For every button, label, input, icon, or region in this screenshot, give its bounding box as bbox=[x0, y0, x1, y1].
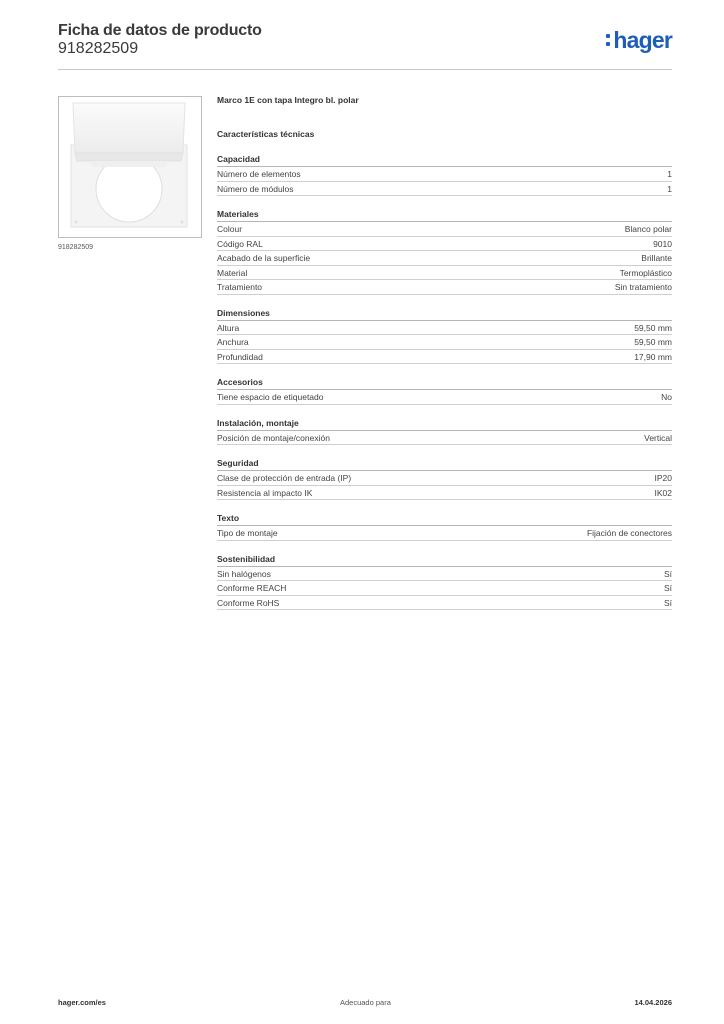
spec-row bbox=[217, 280, 672, 295]
spec-row bbox=[217, 596, 672, 611]
page-header bbox=[58, 22, 672, 70]
spec-value: Sí bbox=[663, 597, 672, 608]
footer-date: 14.04.2026 bbox=[634, 998, 672, 1007]
spec-label: Tiene espacio de etiquetado bbox=[217, 392, 324, 402]
spec-section bbox=[217, 208, 672, 295]
spec-value: Vertical bbox=[644, 432, 672, 443]
spec-section bbox=[217, 553, 672, 611]
spec-row bbox=[217, 237, 672, 252]
spec-label: Tipo de montaje bbox=[217, 528, 278, 538]
spec-sections bbox=[217, 153, 672, 610]
spec-value: Sí bbox=[663, 568, 672, 579]
spec-row bbox=[217, 182, 672, 197]
product-number: 918282509 bbox=[58, 40, 139, 57]
section-title: Seguridad bbox=[217, 457, 672, 471]
spec-value: IP20 bbox=[654, 473, 672, 483]
spec-label: Colour bbox=[217, 224, 243, 234]
technical-characteristics-title: Características técnicas bbox=[217, 129, 315, 139]
spec-section bbox=[217, 512, 672, 541]
spec-row bbox=[217, 321, 672, 336]
spec-value: Fijación de conectores bbox=[586, 528, 672, 538]
document-title: Ficha de datos de producto bbox=[58, 22, 262, 39]
wall-frame-with-cover-icon bbox=[59, 97, 201, 237]
spec-row bbox=[217, 526, 672, 541]
section-title: Instalación, montaje bbox=[217, 417, 672, 431]
section-title: Dimensiones bbox=[217, 307, 672, 321]
spec-label: Código RAL bbox=[217, 238, 263, 249]
footer-website: hager.com/es bbox=[58, 998, 106, 1007]
spec-row bbox=[217, 350, 672, 365]
spec-value: 17,90 mm bbox=[634, 351, 672, 362]
spec-label: Tratamiento bbox=[217, 282, 263, 292]
spec-value: Sí bbox=[663, 583, 672, 593]
hager-logo bbox=[606, 26, 672, 56]
spec-row bbox=[217, 390, 672, 405]
spec-value: No bbox=[661, 392, 672, 402]
spec-row bbox=[217, 431, 672, 446]
image-caption: 918282509 bbox=[58, 244, 94, 251]
product-name: Marco 1E con tapa Integro bl. polar bbox=[217, 95, 359, 105]
spec-row bbox=[217, 567, 672, 582]
spec-label: Altura bbox=[217, 322, 240, 333]
section-title: Accesorios bbox=[217, 376, 672, 390]
spec-label: Número de elementos bbox=[217, 169, 301, 179]
spec-label: Clase de protección de entrada (IP) bbox=[217, 473, 352, 483]
spec-row bbox=[217, 266, 672, 281]
spec-label: Material bbox=[217, 267, 248, 278]
spec-label: Posición de montaje/conexión bbox=[217, 432, 330, 443]
spec-value: IK02 bbox=[654, 487, 672, 498]
spec-row bbox=[217, 581, 672, 596]
spec-label: Anchura bbox=[217, 337, 249, 347]
logo-wordmark: hager bbox=[613, 27, 672, 53]
spec-section bbox=[217, 376, 672, 405]
spec-row bbox=[217, 486, 672, 501]
spec-row bbox=[217, 251, 672, 266]
spec-row bbox=[217, 167, 672, 182]
spec-label: Profundidad bbox=[217, 351, 263, 362]
logo-dots-icon bbox=[606, 34, 610, 50]
footer-center-text: Adecuado para bbox=[340, 998, 391, 1007]
spec-table bbox=[217, 95, 672, 610]
spec-section bbox=[217, 457, 672, 500]
section-title: Capacidad bbox=[217, 153, 672, 167]
spec-label: Resistencia al impacto IK bbox=[217, 487, 313, 498]
spec-value: Blanco polar bbox=[624, 224, 672, 234]
spec-value: 1 bbox=[667, 183, 672, 194]
spec-label: Conforme RoHS bbox=[217, 597, 280, 608]
spec-row bbox=[217, 471, 672, 486]
spec-value: Termoplástico bbox=[619, 267, 672, 278]
spec-row bbox=[217, 222, 672, 237]
product-image bbox=[58, 96, 202, 238]
spec-label: Acabado de la superficie bbox=[217, 253, 311, 263]
section-title: Materiales bbox=[217, 208, 672, 222]
spec-label: Sin halógenos bbox=[217, 568, 271, 579]
spec-value: Brillante bbox=[641, 253, 672, 263]
spec-section bbox=[217, 417, 672, 446]
spec-section bbox=[217, 153, 672, 196]
section-title: Sostenibilidad bbox=[217, 553, 672, 567]
spec-section bbox=[217, 307, 672, 365]
spec-value: 9010 bbox=[653, 238, 672, 249]
spec-value: Sin tratamiento bbox=[614, 282, 672, 292]
spec-label: Número de módulos bbox=[217, 183, 294, 194]
spec-row bbox=[217, 335, 672, 350]
spec-value: 59,50 mm bbox=[634, 337, 672, 347]
spec-label: Conforme REACH bbox=[217, 583, 287, 593]
section-title: Texto bbox=[217, 512, 672, 526]
spec-value: 59,50 mm bbox=[634, 322, 672, 333]
spec-value: 1 bbox=[667, 169, 672, 179]
